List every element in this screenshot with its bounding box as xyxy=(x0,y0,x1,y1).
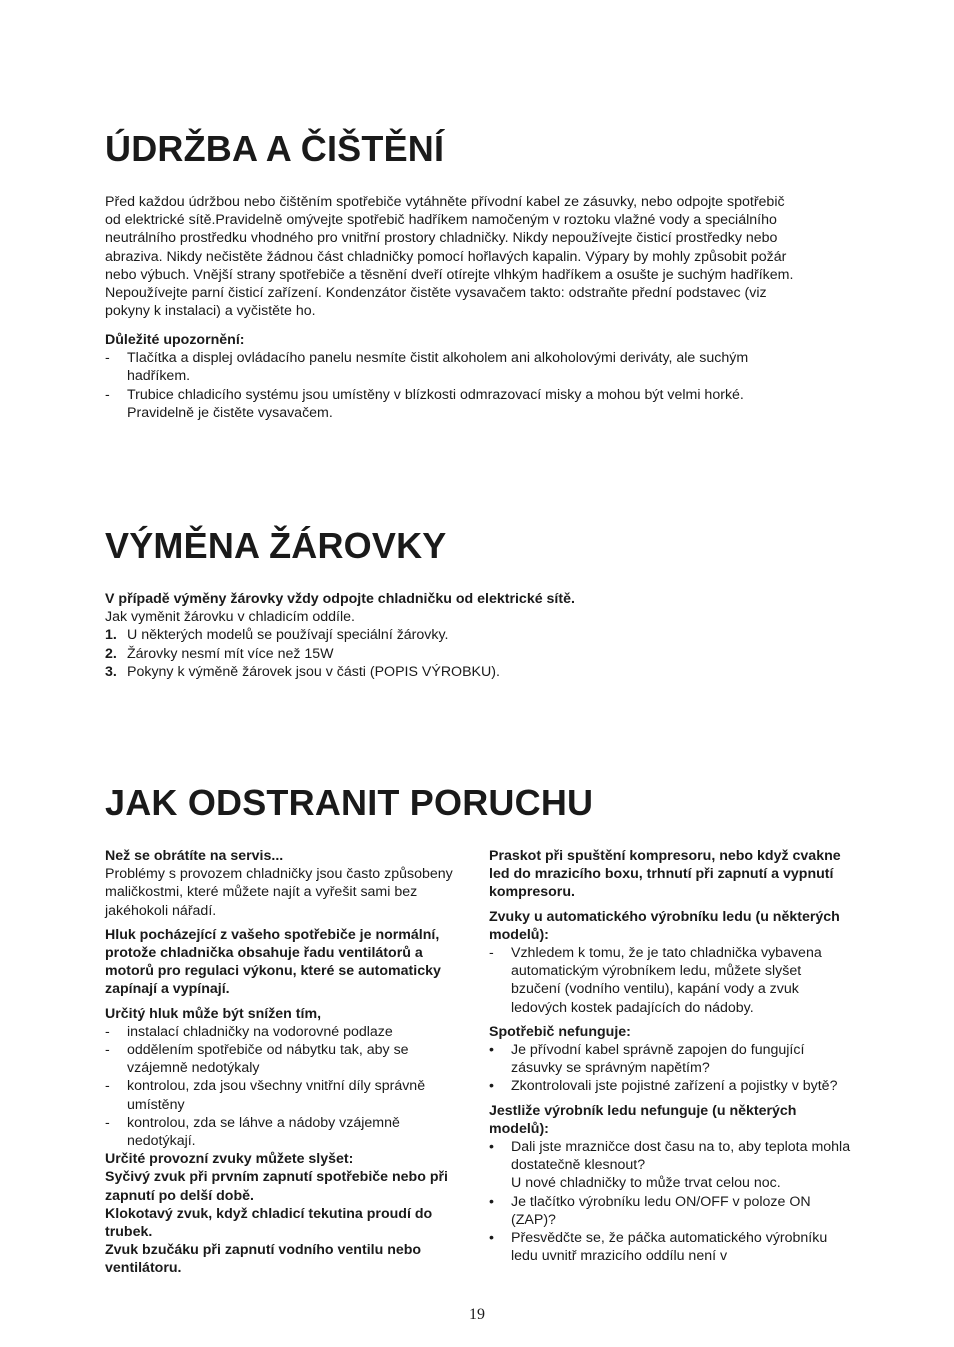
list-item xyxy=(489,1041,851,1077)
dash-marker: - xyxy=(105,1042,110,1059)
intro-line: Nepoužívejte parní čisticí zařízení. Kondenzátor čistěte vysavačem takto: odstraňte přední podstavec (viz xyxy=(105,285,767,302)
bullet-marker: • xyxy=(489,1042,494,1059)
sounds-heading: Určité provozní zvuky můžete slyšet: xyxy=(105,1151,354,1168)
bullet-marker: • xyxy=(489,1139,494,1156)
step-text: Pokyny k výměně žárovek jsou v části (POPIS VÝROBKU). xyxy=(127,663,500,680)
troubleshoot-left-column xyxy=(105,847,467,1278)
list-item xyxy=(105,663,825,681)
sound-item: Klokotavý zvuk, když chladicí tekutina proudí do trubek. xyxy=(105,1205,433,1241)
bulb-steps xyxy=(105,626,825,681)
list-item xyxy=(489,1077,851,1095)
dash-marker: - xyxy=(105,1078,110,1095)
step-number: 3. xyxy=(105,663,117,680)
intro-line: Před každou údržbou nebo čištěním spotřebiče vytáhněte přívodní kabel ze zásuvky, nebo odpojte spotřebič xyxy=(105,194,785,210)
item-text: instalací chladničky na vodorovné podlaze xyxy=(127,1023,393,1040)
maintenance-intro xyxy=(105,193,865,320)
intro-line: od elektrické sítě.Pravidelně omývejte spotřebič hadříkem namočeným v roztoku vlažné vody a speciálního xyxy=(105,212,777,229)
list-item xyxy=(105,1023,467,1041)
maintenance-title: ÚDRŽBA A ČIŠTĚNÍ xyxy=(105,128,445,169)
list-item xyxy=(105,1041,467,1077)
notwork-heading: Spotřebič nefunguje: xyxy=(489,1023,631,1040)
page-number: 19 xyxy=(469,1306,485,1323)
intro-line: abraziva. Nikdy nečistěte žádnou část chladničky pomocí hořlavých kapalin. Výpary by mohly způsobit požár xyxy=(105,248,787,265)
item-text: Dali jste mrazničce dost času na to, aby teplota mohla dostatečně klesnout? xyxy=(511,1139,851,1174)
noise-heading: Hluk pocházející z vašeho spotřebiče je normální, protože chladnička obsahuje řadu ventilátorů a motorů pro regulaci výkonu, které se automaticky zapínají a vypínají. xyxy=(105,926,441,998)
sound-item: Syčivý zvuk při prvním zapnutí spotřebiče nebo při zapnutí po delší době. xyxy=(105,1169,448,1204)
important-notice xyxy=(105,331,805,422)
list-item xyxy=(105,626,825,644)
step-number: 1. xyxy=(105,627,117,644)
list-item xyxy=(489,944,851,1017)
important-list xyxy=(105,349,805,422)
item-text: kontrolou, zda se láhve a nádoby vzájemně nedotýkají. xyxy=(127,1114,400,1150)
bullet-marker: • xyxy=(489,1230,494,1247)
sound-item: Zvuk bzučáku při zapnutí vodního ventilu nebo ventilátoru. xyxy=(105,1242,422,1277)
ice-fail-list xyxy=(489,1138,851,1265)
list-item xyxy=(489,1138,851,1193)
list-item xyxy=(105,1114,467,1150)
list-item xyxy=(489,1229,851,1265)
dash-marker: - xyxy=(489,945,494,962)
important-heading: Důležité upozornění: xyxy=(105,332,245,348)
troubleshoot-right-column xyxy=(489,847,851,1265)
crack-heading: Praskot při spuštění kompresoru, nebo když cvakne led do mrazicího boxu, trhnutí při zapnutí a vypnutí kompresoru. xyxy=(489,848,841,901)
notwork-list xyxy=(489,1041,851,1096)
bullet-marker: • xyxy=(489,1078,494,1095)
service-heading: Než se obrátíte na servis... xyxy=(105,848,284,864)
icemaker-list xyxy=(489,944,851,1017)
bulb-warning: V případě výměny žárovky vždy odpojte chladničku od elektrické sítě. xyxy=(105,591,575,607)
item-text: Je přívodní kabel správně zapojen do fungující zásuvky se správným napětím? xyxy=(511,1042,805,1077)
bulb-title: VÝMĚNA ŽÁROVKY xyxy=(105,525,447,566)
bulb-section xyxy=(105,590,825,681)
list-item xyxy=(489,1193,851,1229)
item-text: Vzhledem k tomu, že je tato chladnička vybavena automatickým výrobníkem ledu, můžete slyšet bzučení (vodního ventilu), kapání vody a zvuk ledových kostek padajících do nádoby. xyxy=(511,945,822,1016)
troubleshoot-title: JAK ODSTRANIT PORUCHU xyxy=(105,782,594,823)
bulb-subtitle: Jak vyměnit žárovku v chladicím oddíle. xyxy=(105,609,355,626)
intro-line: neutrálního prostředku vhodného pro vnitřní prostory chladničky. Nikdy nepoužívejte čisticí prostředky nebo xyxy=(105,230,778,247)
list-item xyxy=(105,349,805,385)
item-text: Je tlačítko výrobníku ledu ON/OFF v poloze ON (ZAP)? xyxy=(511,1193,811,1228)
reduce-heading: Určitý hluk může být snížen tím, xyxy=(105,1005,322,1022)
item-text: kontrolou, zda jsou všechny vnitřní díly správně umístěny xyxy=(127,1078,426,1113)
step-number: 2. xyxy=(105,645,117,662)
dash-marker: - xyxy=(105,1114,110,1131)
icemaker-heading: Zvuky u automatického výrobníku ledu (u některých modelů): xyxy=(489,908,840,943)
item-text: Zkontrolovali jste pojistné zařízení a pojistky v bytě? xyxy=(511,1078,838,1095)
dash-marker: - xyxy=(105,1023,110,1040)
intro-line: nebo výbuch. Vnější strany spotřebiče a těsnění dveří otírejte vlhkým hadříkem a osušte je suchým hadříkem. xyxy=(105,266,794,283)
bullet-marker: • xyxy=(489,1193,494,1210)
item-text: Trubice chladicího systému jsou umístěny v blízkosti odmrazovací misky a mohou být velmi horké. Pravidelně je čistěte vysavačem. xyxy=(127,386,744,421)
item-text: Přesvědčte se, že páčka automatického výrobníku ledu uvnitř mrazicího oddílu není v xyxy=(511,1230,828,1265)
list-item xyxy=(105,386,805,422)
step-text: U některých modelů se používají speciální žárovky. xyxy=(127,627,449,644)
intro-line: pokyny k instalaci) a vyčistěte ho. xyxy=(105,303,316,320)
service-text: Problémy s provozem chladničky jsou často způsobeny maličkostmi, které můžete najít a vyřešit sami bez jakéhokoli nářadí. xyxy=(105,866,453,919)
item-text: Tlačítka a displej ovládacího panelu nesmíte čistit alkoholem ani alkoholovými deriváty, ale suchým hadříkem. xyxy=(127,350,749,385)
dash-marker: - xyxy=(105,386,110,403)
ice-fail-heading: Jestliže výrobník ledu nefunguje (u některých modelů): xyxy=(489,1102,797,1137)
list-item xyxy=(105,1077,467,1113)
step-text: Žárovky nesmí mít více než 15W xyxy=(127,645,334,662)
list-item xyxy=(105,645,825,663)
item-text-extra: U nové chladničky to může trvat celou noc. xyxy=(511,1175,781,1192)
item-text: oddělením spotřebiče od nábytku tak, aby se vzájemně nedotýkaly xyxy=(127,1042,409,1077)
reduce-list xyxy=(105,1023,467,1150)
dash-marker: - xyxy=(105,350,110,367)
